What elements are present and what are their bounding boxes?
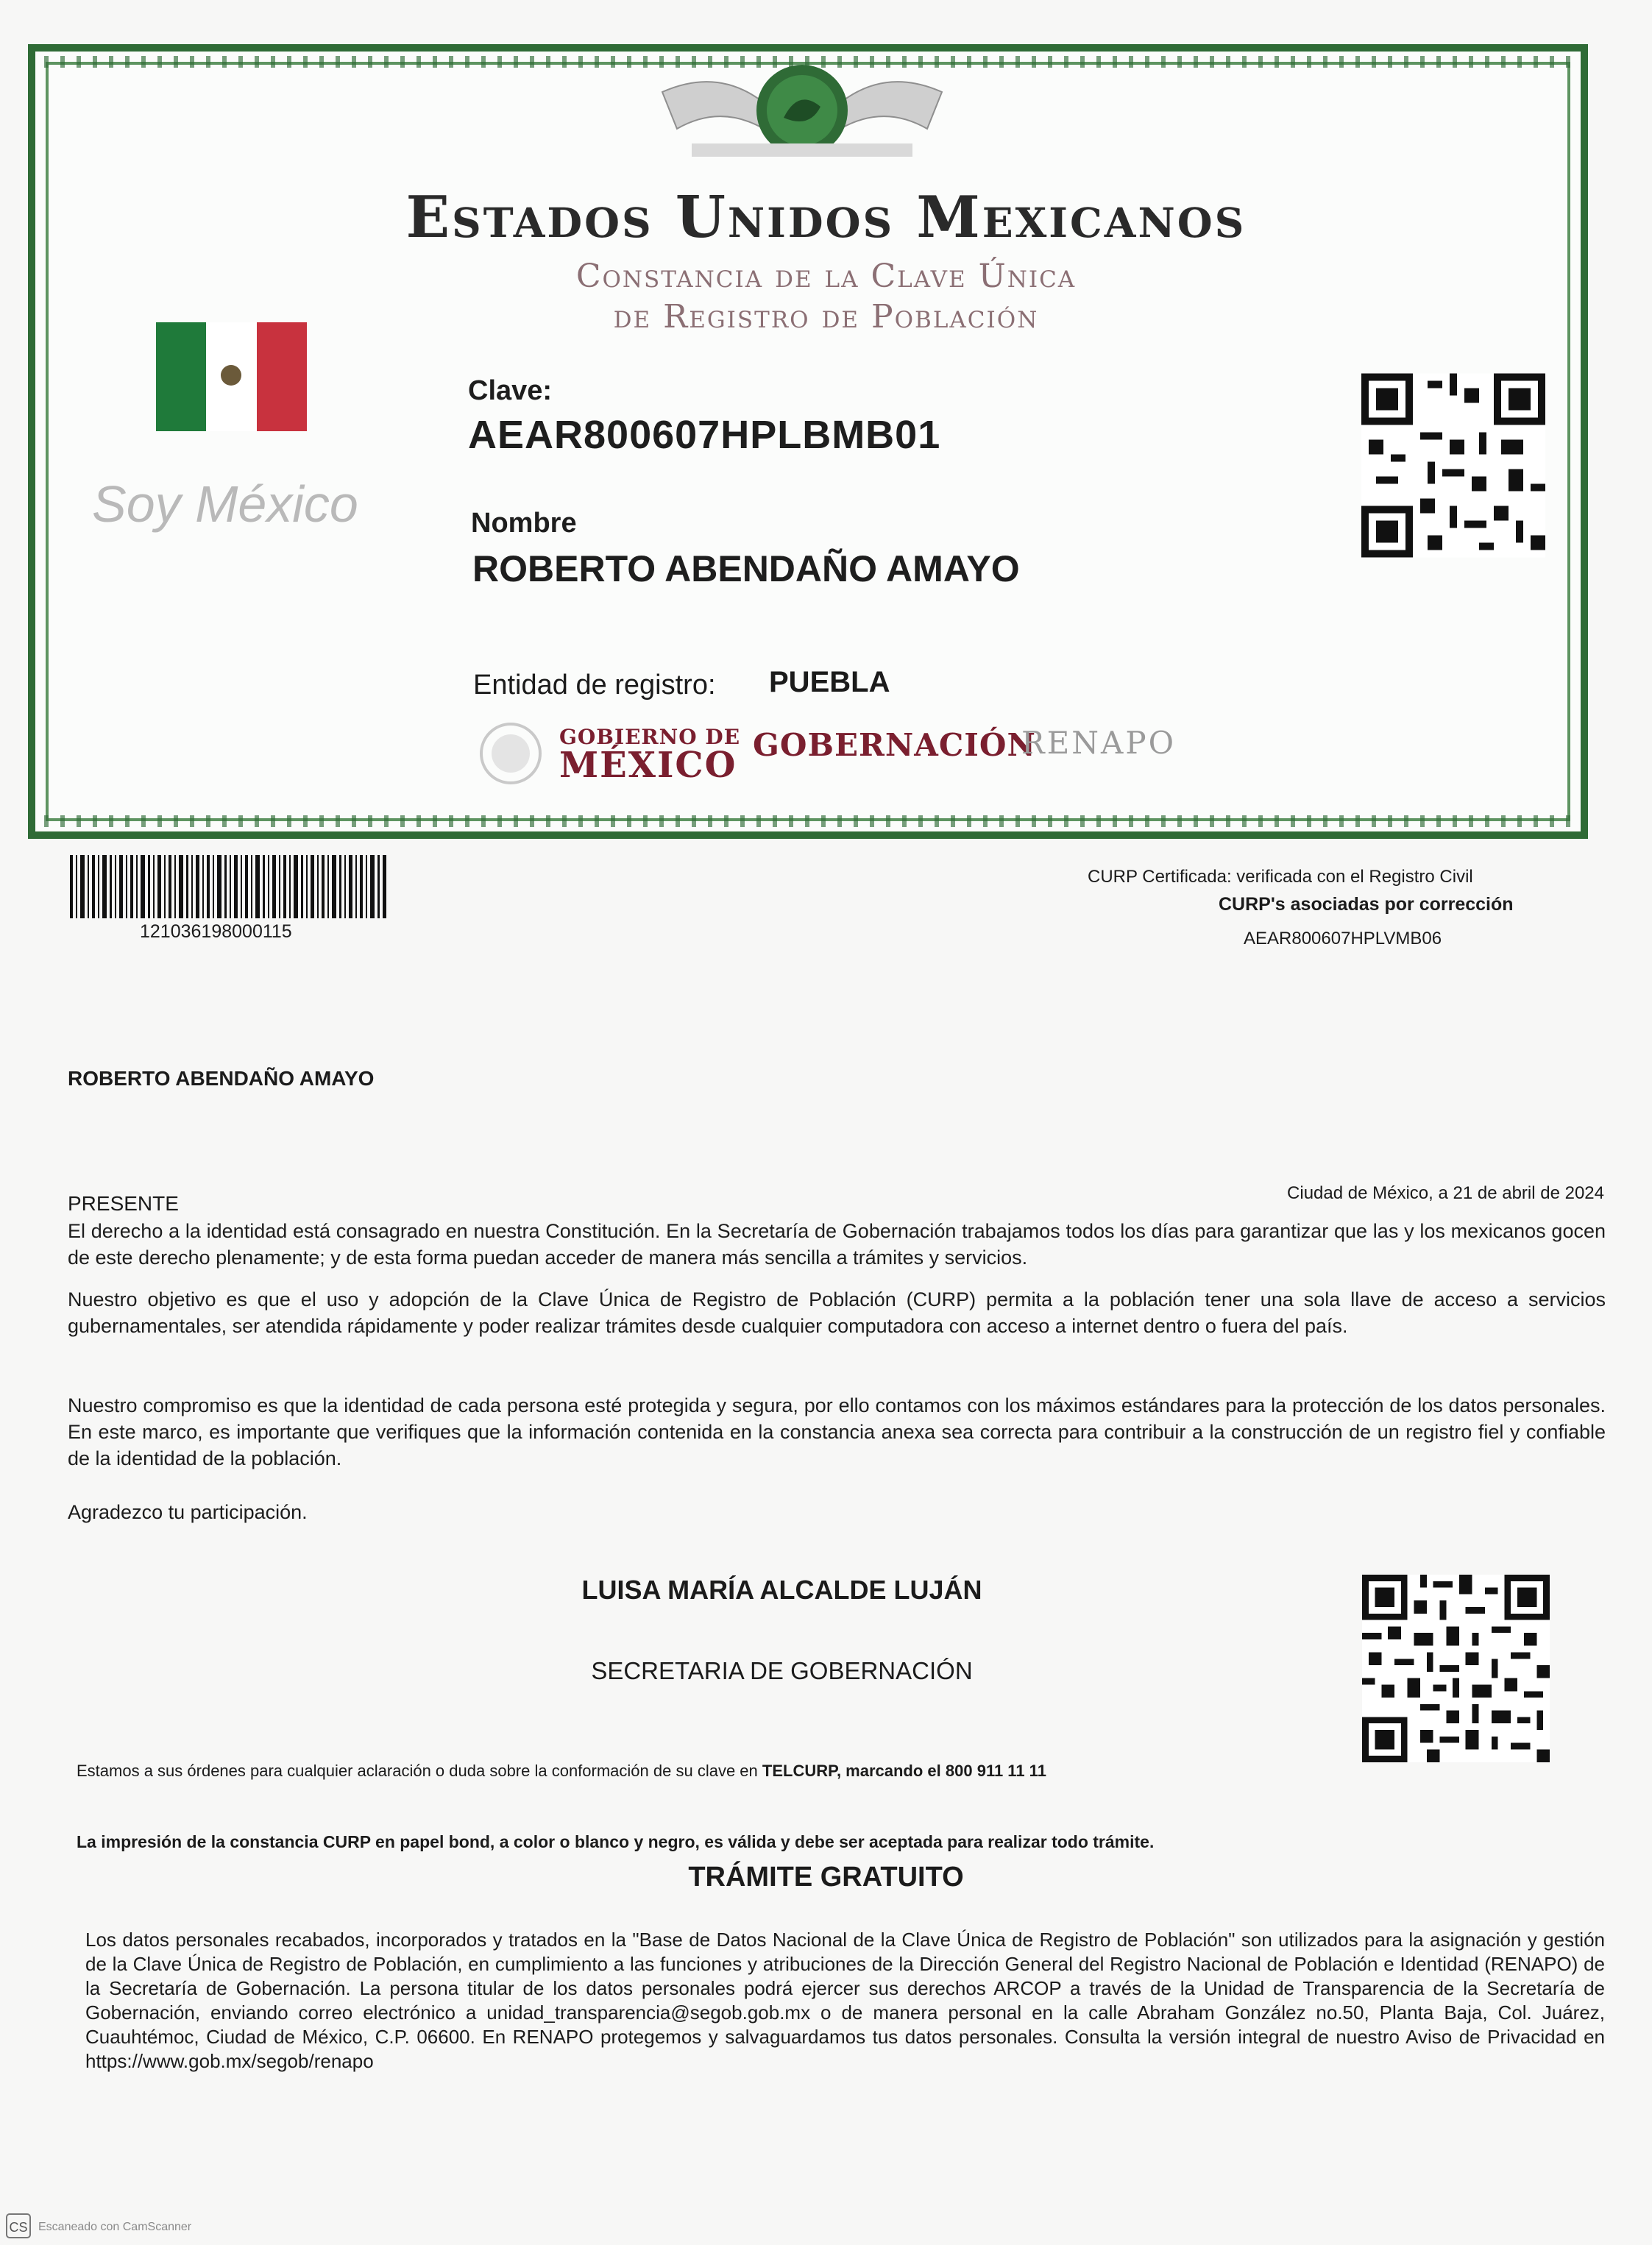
letter-date: Ciudad de México, a 21 de abril de 2024 — [1287, 1183, 1604, 1203]
signer-title: SECRETARIA DE GOBERNACIÓN — [591, 1657, 973, 1684]
letter-paragraph-2: Nuestro objetivo es que el uso y adopción de la Clave Única de Registro de Población (CURP) permita a la población tener una sola llave de acceso a servicios gubernamentales, ser atendida rápidamente y poder realizar trámites desde cualquier computadora con acceso a internet dentro o fuera del país. — [68, 1288, 1606, 1337]
renapo-logo: RENAPO — [1021, 725, 1177, 761]
barcode-icon — [70, 855, 386, 918]
tramite-gratuito-heading: TRÁMITE GRATUITO — [688, 1862, 964, 1893]
telcurp-phone: TELCURP, marcando el 800 911 11 11 — [762, 1762, 1046, 1780]
camscanner-watermark: Escaneado con CamScanner — [38, 2221, 192, 2233]
national-crest-icon — [648, 48, 957, 173]
frame-ornament-bottom — [44, 815, 1571, 827]
gobernacion-logo: GOBERNACIÓN — [753, 727, 1036, 763]
soy-mexico-slogan: Soy México — [92, 475, 358, 533]
gobierno-logo-line1: GOBIERNO DE — [559, 725, 741, 749]
gobierno-logo-line2: MÉXICO — [559, 745, 737, 786]
letter-presente: PRESENTE — [68, 1192, 179, 1215]
clave-value: AEAR800607HPLBMB01 — [468, 413, 941, 457]
clave-label: Clave: — [468, 375, 553, 406]
document-subtitle-line2: de Registro de Población — [613, 298, 1039, 336]
qr-code-icon — [1361, 372, 1545, 559]
nombre-value: ROBERTO ABENDAÑO AMAYO — [472, 548, 1020, 589]
curp-associated-label: CURP's asociadas por corrección — [1219, 894, 1514, 915]
gobierno-seal-icon — [478, 720, 543, 787]
curp-associated-value: AEAR800607HPLVMB06 — [1244, 929, 1442, 948]
barcode-number: 121036198000115 — [140, 921, 292, 942]
nombre-label: Nombre — [471, 508, 577, 539]
letter-recipient: ROBERTO ABENDAÑO AMAYO — [68, 1067, 375, 1090]
curp-certified-note: CURP Certificada: verificada con el Registro Civil — [1088, 867, 1473, 887]
qr-code-signature-icon — [1361, 1575, 1550, 1762]
telcurp-note — [77, 1762, 1046, 1781]
letter-paragraph-3: Nuestro compromiso es que la identidad de cada persona esté protegida y segura, por ello contamos con los máximos estándares para la protección de los datos personales. En este marco, es importante que verifiques que la información contenida en la constancia anexa sea correcta para contribuir a la construcción de un registro fiel y confiable de la identidad de la población. — [68, 1394, 1606, 1469]
telcurp-text: Estamos a sus órdenes para cualquier aclaración o duda sobre la conformación de su clave en — [77, 1762, 758, 1780]
camscanner-icon: CS — [6, 2213, 31, 2238]
entidad-value: PUEBLA — [769, 666, 890, 698]
privacy-notice: Los datos personales recabados, incorporados y tratados en la "Base de Datos Nacional de la Clave Única de Registro de Población" son utilizados para la asignación y gestión de la Clave Única de Registro de Población, en cumplimiento a las funciones y atribuciones de la Dirección General del Registro Nacional de Población e Identidad (RENAPO) de la Secretaría de Gobernación. La persona titular de los datos personales podrá ejercer sus derechos ARCOP a través de la Unidad de Transparencia de la Secretaría de Gobernación, enviando correo electrónico a unidad_transparencia@segob.gob.mx o de manera personal en la calle Abraham González no.50, Planta Baja, Col. Juárez, Cuauhtémoc, Ciudad de México, C.P. 06600. En RENAPO protegemos y salvaguardamos tus datos personales. Consulta la versión integral de nuestro Aviso de Privacidad en https://www.gob.mx/segob/renapo — [85, 1929, 1605, 2072]
entidad-label: Entidad de registro: — [473, 670, 716, 701]
document-subtitle-line1: Constancia de la Clave Única — [575, 258, 1077, 295]
mexico-flag-icon — [156, 322, 307, 431]
letter-thanks: Agradezco tu participación. — [68, 1501, 308, 1523]
document-title: Estados Unidos Mexicanos — [405, 184, 1247, 251]
letter-paragraph-1: El derecho a la identidad está consagrado en nuestra Constitución. En la Secretaría de Gobernación trabajamos todos los días para garantizar que las y los mexicanos gocen de este derecho plenamente; y de esta forma puedan acceder de manera más sencilla a trámites y servicios. — [68, 1220, 1606, 1269]
signer-name: LUISA MARÍA ALCALDE LUJÁN — [581, 1575, 982, 1605]
impresion-validity-note: La impresión de la constancia CURP en papel bond, a color o blanco y negro, es válida y debe ser aceptada para realizar todo trámite. — [77, 1832, 1155, 1851]
